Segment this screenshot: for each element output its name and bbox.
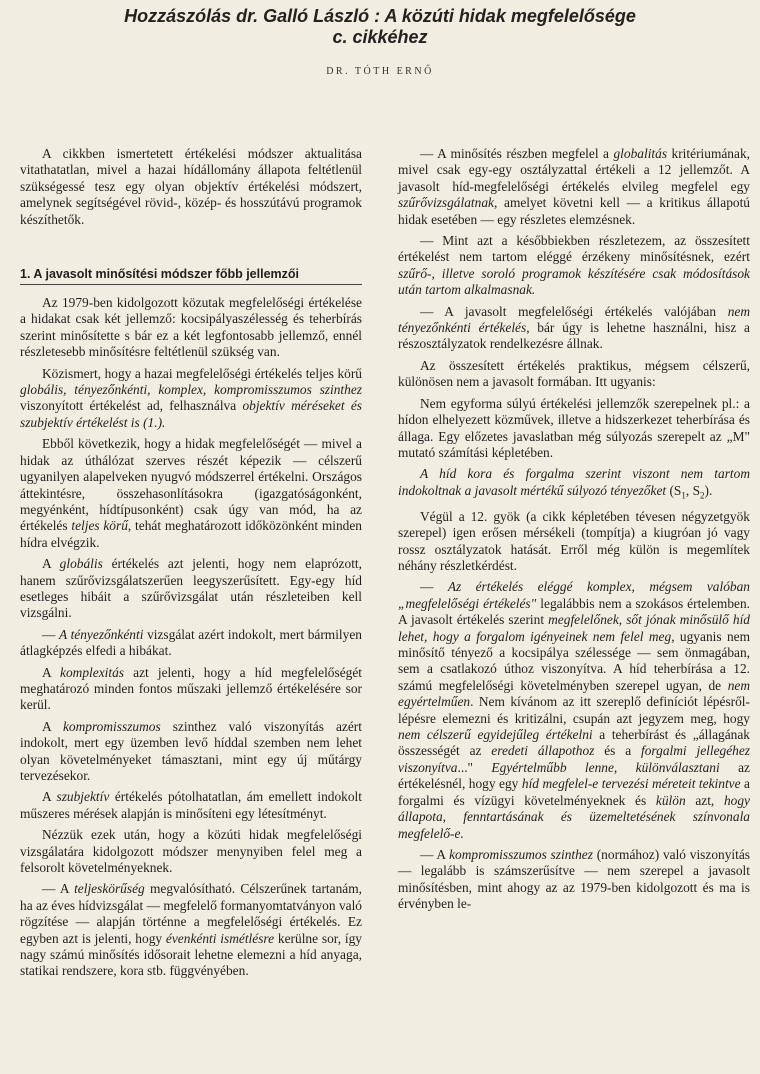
emphasis: globális	[59, 556, 103, 572]
paragraph: — Mint azt a későbbiekben részletezem, az összesített értékelést nem tartom eléggé érzékeny minősítésnek, ezért szűrő-, illetve soroló programok készítésére csak módosítások után tartom alkalmasnak.	[398, 233, 750, 298]
paragraph: Nem egyforma súlyú értékelési jellemzők szerepelnek pl.: a hídon elhelyezett közművek, illetve a hidszerkezet teherbírása és állaga. Egy előzetes javaslatban még súlyozás szerepelt az „M" mutató számítási képletében.	[398, 395, 750, 460]
paragraph: — A kompromisszumos szinthez (normához) való viszonyítás — legalább is számszerűsítve — nem szerepel a javasolt minősítésben, mint ahogy az az 1979-ben kidolgozott és ma is érvényben le-	[398, 846, 750, 912]
emphasis: A tényezőnkénti	[59, 626, 144, 642]
left-column	[20, 146, 362, 985]
emphasis: Egyértelműbb lenne, különválasztani	[491, 759, 720, 775]
emphasis: megfelelőnek, sőt jónak minősülő híd lehet, hogy a forgalom igényeinek nem felel meg	[398, 612, 750, 644]
emphasis: külön	[655, 792, 686, 808]
emphasis: forgalmi jellegéhez viszonyítva	[398, 743, 751, 775]
emphasis: A híd kora és forgalma szerint viszont nem tartom indokoltnak a javasolt mértékű súlyozó tényezőket	[398, 466, 750, 498]
emphasis: nem célszerű egyidejűleg értékelni	[398, 727, 593, 743]
paragraph: A cikkben ismertetett értékelési módszer aktualitása vitathatatlan, mivel a hazai hídállomány állapota feltétlenül szükségessé tesz egy olyan objektív értékelési módszert, amelynek segítségével rövid-, közép- és hosszútávú programok készíthetők.	[20, 146, 362, 227]
paragraph: A híd kora és forgalma szerint viszont nem tartom indokoltnak a javasolt mértékű súlyozó tényezőket ($S_1$, $S_2$).	[398, 466, 750, 501]
emphasis: globalitás	[613, 146, 668, 161]
section-heading: 1. A javasolt minősítési módszer főbb jellemzői	[20, 266, 362, 285]
paragraph: Közismert, hogy a hazai megfelelőségi értékelés teljes körű globális, tényezőnkénti, komplex, kompromisszumos szinthez viszonyított értékelést ad, felhasználva objektív méréseket és szubjektív értékelést is (1.).	[20, 365, 363, 430]
right-column	[398, 146, 750, 918]
emphasis: évenkénti ismétlésre	[165, 930, 275, 946]
emphasis: nem tényezőnkénti értékelés	[398, 303, 750, 336]
paragraph: — A teljeskörűség megvalósítható. Célszerűnek tartanám, ha az éves hídvizsgálat — megfelelő formanyomtatványon való rögzítése — alapján történne a megfelelőségi értékelés. Ez egyben azt is jelenti, hogy évenkénti ismétlésre kerülne sor, így nagy számú minősítés idősorait lehetne elemezni a híd anyaga, statikai rendszere, kora stb. függvényében.	[20, 881, 363, 979]
emphasis: szűrő-, illetve soroló programok készítésére csak módosítások után tartom alkalmasnak.	[398, 265, 750, 298]
paragraph: — A tényezőnkénti vizsgálat azért indokolt, mert bármilyen átlagképzés elfedi a hibákat.	[20, 626, 362, 659]
emphasis: híd megfelel-e tervezési méreteit tekintve	[521, 776, 741, 792]
paragraph: Ebből következik, hogy a hidak megfelelőségét — mivel a hidak az úthálózat szerves részét képezik — célszerű ugyanilyen alapelveken nyugvó módszerrel értékelni. Országos áttekintésre, összehasonlításokra (igazgatóságonként, megyénként, hídtípusonként) csak úgy van mód, ha az értékelés teljes körű, tehát meghatározott időközönként minden hídra elvégzik.	[20, 436, 362, 550]
emphasis: teljeskörűség	[74, 881, 145, 897]
paragraph: Végül a 12. gyök (a cikk képletében tévesen négyzetgyök szerepel) igen erősen mérsékeli (tompítja) a kiugróan jó vagy rossz osztályzatok hatását. Erről még külön is megemlítek néhány részletkérdést.	[398, 508, 750, 574]
title-line-2: c. cikkéhez	[332, 27, 428, 47]
emphasis: hogy állapota, fenntartásának és üzemeltetésének színvonala megfelelő-e.	[398, 792, 750, 841]
emphasis: nem egyértelműen	[398, 677, 750, 710]
emphasis: kompromisszumos	[62, 718, 161, 734]
paragraph: A globális értékelés azt jelenti, hogy nem elaprózott, hanem szűrővizsgálatszerűen leegyszerűsített. Egy-egy híd esetleges hibáit a szűrővizsgálat után részleteiben kell vizsgálni.	[20, 556, 362, 621]
emphasis: teljes körű	[71, 518, 128, 534]
emphasis: komplexitás	[60, 664, 125, 680]
emphasis: szűrővizsgálatnak	[398, 195, 494, 211]
emphasis: objektív méréseket és szubjektív értékelést is (1.).	[20, 398, 363, 430]
emphasis: eredeti állapothoz	[491, 743, 595, 759]
paragraph: — A javasolt megfelelőségi értékelés valójában nem tényezőnkénti értékelés, bár úgy is lehetne használni, hisz a részosztályzatok rendelkezésre állnak.	[398, 303, 750, 352]
emphasis: globális, tényezőnkénti, komplex, kompromisszumos szinthez	[20, 382, 362, 398]
emphasis: kompromisszumos szinthez	[449, 846, 593, 862]
emphasis: Az értékelés eléggé komplex, mégsem valóban „megfelelőségi értékelés"	[398, 579, 750, 611]
paragraph: A szubjektív értékelés pótolhatatlan, ám emellett indokolt műszeres mérések alapján is minősíteni egy létesítményt.	[20, 789, 362, 821]
paragraph: Nézzük ezek után, hogy a közúti hidak megfelelőségi vizsgálatára kidolgozott módszer menynyiben felel meg a felsorolt követelményeknek.	[20, 827, 362, 876]
article-title	[0, 6, 760, 48]
title-line-1: Hozzászólás dr. Galló László : A közúti hidak megfelelősége	[124, 6, 636, 26]
paragraph: — Az értékelés eléggé komplex, mégsem valóban „megfelelőségi értékelés" legalábbis nem a szokásos értelemben. A javasolt értékelés szerint megfelelőnek, sőt jónak minősülő híd lehet, hogy a forgalom igényeinek nem felel meg, ugyanis nem minősítő tényező a kocsipálya szélessége — sem önmagában, sem a csatlakozó úthoz viszonyítva. A híd teherbírása a 12. számú megfelelőségi követelményben szerepel ugyan, de nem egyértelműen. Nem kívánom az itt szereplő definíciót lépésről-lépésre elemezni és kritizálni, csupán azt jegyzem meg, hogy nem célszerű egyidejűleg értékelni a teherbírást és „állagának összességét az eredeti állapothoz és a forgalmi jellegéhez viszonyítva..." Egyértelműbb lenne, különválasztani az értékelésnél, hogy egy híd megfelel-e tervezési méreteit tekintve a forgalmi és vízügyi követelményeknek és külön azt, hogy állapota, fenntartásának és üzemeltetésének színvonala megfelelő-e.	[398, 579, 751, 841]
author-name: DR. TÓTH ERNŐ	[326, 66, 434, 77]
paragraph: Az összesített értékelés praktikus, mégsem célszerű, különösen nem a javasolt formában. Itt ugyanis:	[398, 357, 750, 390]
paragraph: — A minősítés részben megfelel a globalitás kritériumának, mivel csak egy-egy osztályzattal értékeli a 12 jellemzőt. A javasolt híd-megfelelőségi értékelés elvileg megfelel egy szűrővizsgálatnak, amelyet követni kell — a kritikus állapotú hidak esetében — egy részletes elemzésnek.	[398, 146, 750, 227]
paragraph: Az 1979-ben kidolgozott közutak megfelelőségi értékelése a hidakat csak két jellemző: kocsipályaszélesség és teherbírás szerint minősítette s bár ez a két legfontosabb jellemző, ennél részletesebb minősítésre feltétlenül szükség van.	[20, 295, 362, 360]
paragraph: A kompromisszumos szinthez való viszonyítás azért indokolt, mert egy üzemben levő híddal szemben nem lehet olyan követelményeket támasztani, mint egy új műtárgy tervezésekor.	[20, 718, 362, 783]
emphasis: szubjektív	[56, 789, 110, 805]
paragraph: A komplexitás azt jelenti, hogy a híd megfelelőségét meghatározó minden fontos műszaki jellemző értékelésére sor kerül.	[20, 664, 362, 713]
